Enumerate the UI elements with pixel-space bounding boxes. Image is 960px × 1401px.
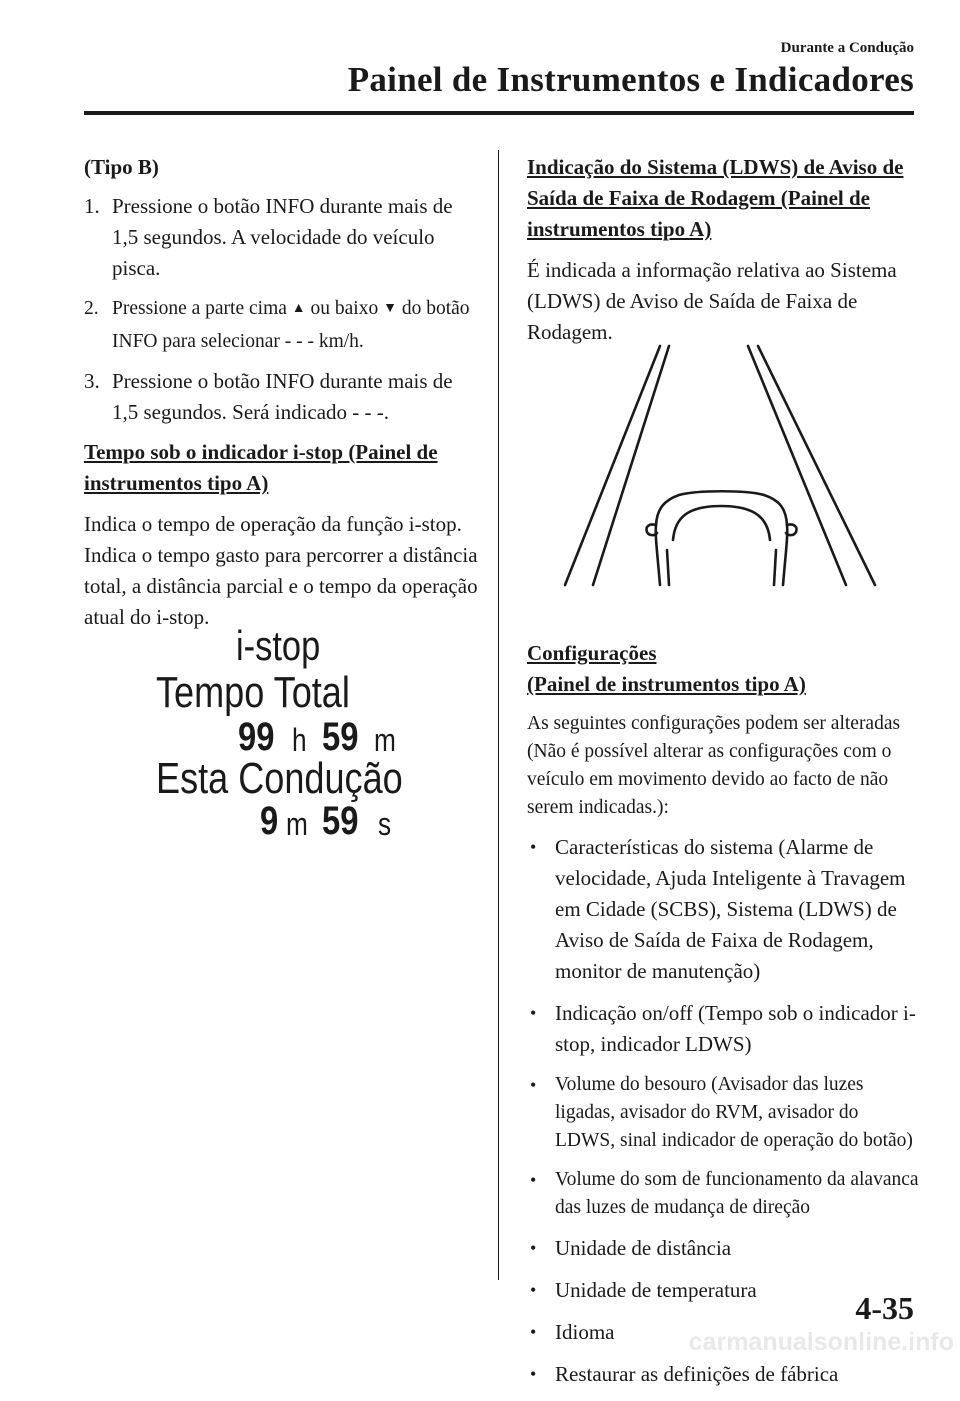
step-number: 1.: [84, 194, 100, 218]
config-body: As seguintes configurações podem ser alteradas (Não é possível alterar as configurações com o veículo em movimento devido ao facto de não serem indicadas.):: [527, 713, 901, 818]
page-title: Painel de Instrumentos e Indicadores: [347, 60, 914, 99]
seconds-unit: s: [378, 806, 392, 842]
minutes-unit: m: [374, 722, 396, 758]
footer-watermark: carmanualsonline.info: [688, 1328, 954, 1356]
trip-seconds: 59: [322, 799, 359, 843]
left-lane-line-outer: [565, 346, 660, 585]
trip-minutes-unit: m: [286, 806, 308, 842]
step-text: Pressione o botão INFO durante mais de 1,5 segundos. Será indicado - - -.: [112, 369, 453, 424]
istop-paragraph-1: Indica o tempo de operação da função i-stop.: [84, 512, 462, 536]
ldws-heading: Indicação do Sistema (LDWS) de Aviso de Saída de Faixa de Rodagem (Painel de instrumentos tipo A): [527, 155, 904, 241]
bullet-icon: •: [530, 1170, 537, 1190]
step-2: [84, 293, 484, 357]
ldws-lane-car-illustration: [557, 340, 887, 592]
section-label: Durante a Condução: [780, 40, 914, 56]
hours-unit: h: [292, 722, 307, 758]
bullet-icon: •: [530, 1322, 537, 1342]
header-rule: [84, 111, 914, 115]
triangle-up-icon: ▲: [291, 301, 306, 316]
total-time-label: Tempo Total: [156, 668, 350, 717]
trip-time-label: Esta Condução: [156, 754, 403, 803]
step-text: Pressione o botão INFO durante mais de 1,5 segundos. A velocidade do veículo pisca.: [112, 194, 453, 280]
total-minutes: 59: [322, 715, 359, 759]
bullet-icon: •: [530, 1075, 537, 1095]
step-number: 2.: [84, 298, 99, 319]
istop-paragraph-2: Indica o tempo gasto para percorrer a distância total, a distância parcial e o tempo da operação atual do i-stop.: [84, 543, 478, 629]
bullet-icon: •: [530, 1003, 537, 1023]
total-hours: 99: [238, 715, 275, 759]
triangle-down-icon: ▼: [383, 301, 397, 316]
bullet-icon: •: [530, 1280, 537, 1300]
list-item: • Volume do besouro (Avisador das luzes ligadas, avisador do RVM, avisador do LDWS, sinal indicador de operação do botão): [527, 1071, 919, 1155]
list-item: • Características do sistema (Alarme de velocidade, Ajuda Inteligente à Travagem em Cidade (SCBS), Sistema (LDWS) de Aviso de Saída de Faixa de Rodagem, monitor de manutenção): [527, 832, 919, 987]
step-text: ou baixo: [310, 298, 379, 319]
list-item: • Unidade de distância: [527, 1233, 919, 1264]
car-outline-icon: [646, 491, 796, 585]
istop-title: i-stop: [236, 622, 321, 669]
left-column: [84, 152, 484, 633]
list-item: • Volume do som de funcionamento da alavanca das luzes de mudança de direção: [527, 1166, 919, 1222]
trip-minutes: 9: [260, 799, 279, 843]
ldws-body: É indicada a informação relativa ao Sistema (LDWS) de Aviso de Saída de Faixa de Rodagem.: [527, 258, 897, 344]
step-3: [84, 366, 484, 428]
config-subheading: (Painel de instrumentos tipo A): [527, 672, 806, 696]
right-lane-line-inner: [748, 346, 846, 585]
step-number: 3.: [84, 369, 100, 393]
step-text: do botão INFO para selecionar - - - km/h.: [112, 298, 470, 352]
list-item: • Unidade de temperatura: [527, 1275, 919, 1306]
type-label: (Tipo B): [84, 155, 159, 179]
bullet-icon: •: [530, 837, 537, 857]
bullet-icon: •: [530, 1364, 537, 1384]
step-1: [84, 191, 484, 284]
istop-heading: Tempo sob o indicador i-stop (Painel de instrumentos tipo A): [84, 440, 438, 495]
bullet-icon: •: [530, 1238, 537, 1258]
list-item: • Restaurar as definições de fábrica: [527, 1359, 919, 1390]
istop-display-figure: [156, 622, 416, 844]
list-item: • Idioma: [527, 1317, 919, 1348]
config-heading: Configurações: [527, 641, 657, 665]
page-number: 4-35: [855, 1290, 914, 1326]
step-text: Pressione a parte cima: [112, 298, 287, 319]
list-item: • Indicação on/off (Tempo sob o indicador i-stop, indicador LDWS): [527, 998, 919, 1060]
column-divider: [498, 150, 499, 1280]
